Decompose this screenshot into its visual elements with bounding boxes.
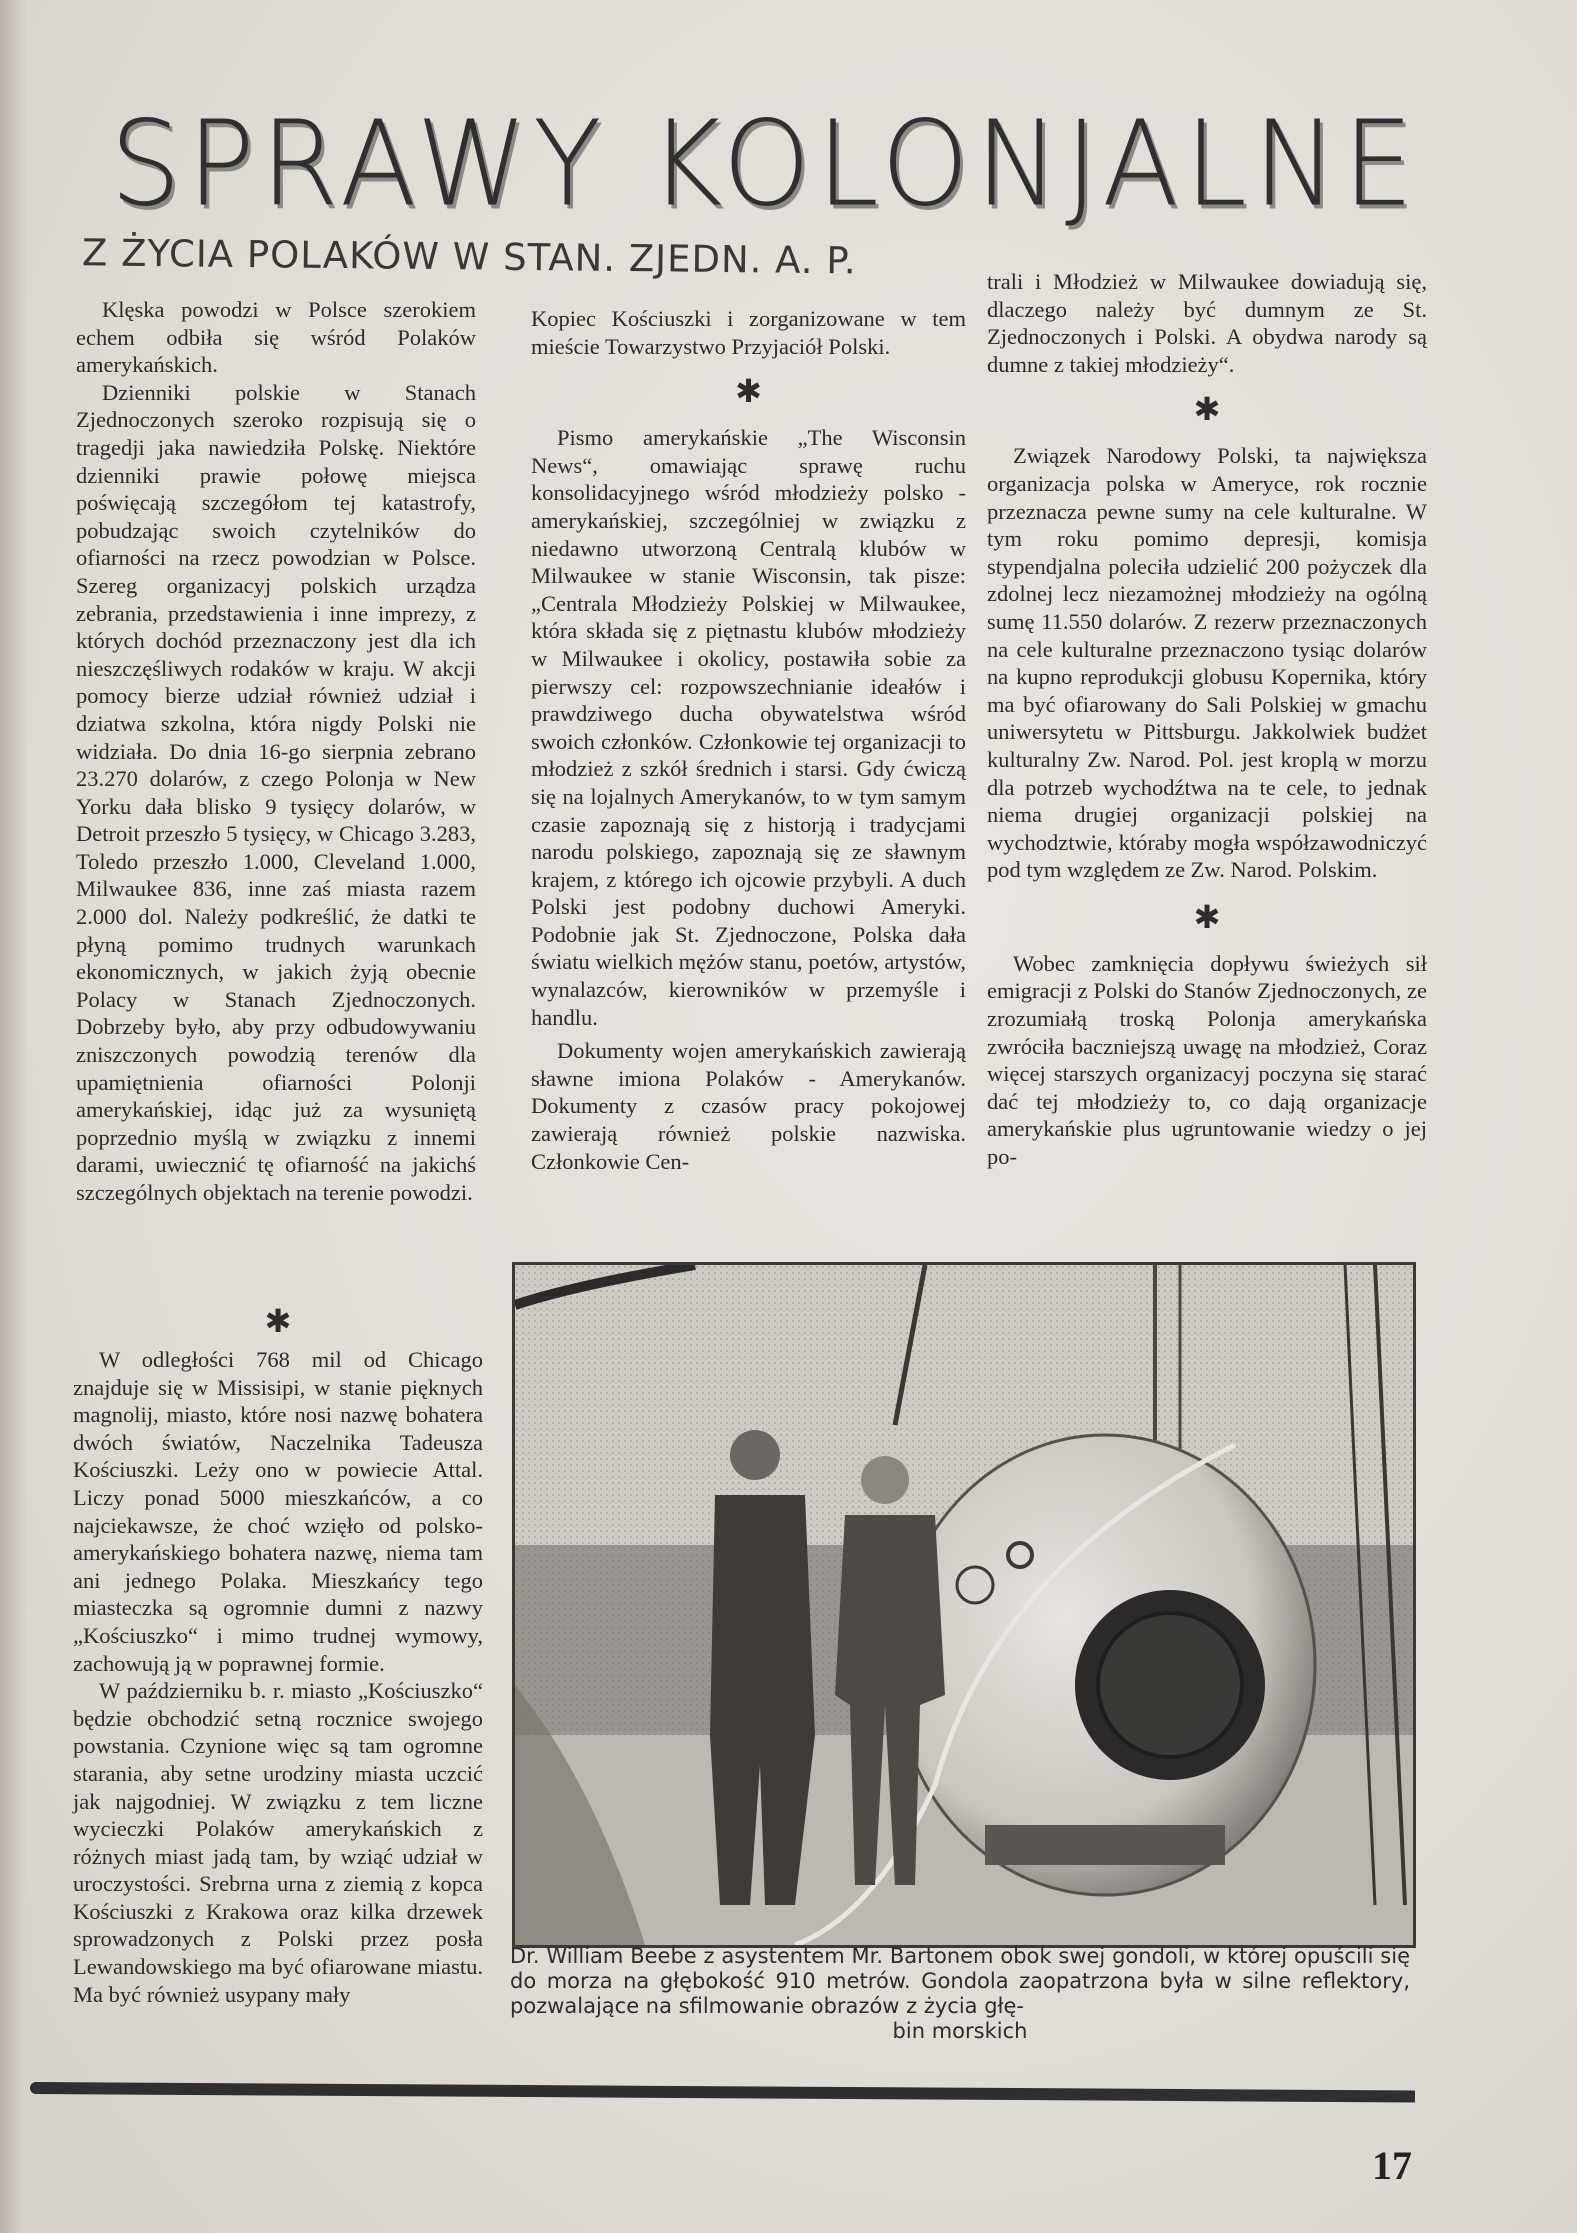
star-separator-icon: ✱ xyxy=(735,373,762,410)
page-number: 17 xyxy=(1372,2143,1412,2188)
paragraph: W odległości 768 mil od Chicago znajduje się w Missisipi, w stanie pięknych magnolij, miasto, które nosi nazwę bohatera dwóch światów, Naczelnika Tadeusza Kościuszki. Leży ono w powiecie Attal. Liczy ponad 5000 mieszkańców, a co najciekawsze, że choć wzięło od polsko-amerykańskiego bohatera nazwę, niema tam ani jednego Polaka. Mieszkańcy tego miasteczka są ogromnie dumni z nazwy „Kościuszko“ i mimo trudnej wymowy, zachowują ją w poprawnej formie. xyxy=(73,1347,483,1676)
paragraph: Wobec zamknięcia dopływu świeżych sił emigracji z Polski do Stanów Zjednoczonych, ze zrozumiałą troską Polonja amerykańska zwróciła baczniejszą uwagę na młodzież, Coraz więcej starszych organizacyj poczyna się starać dać tej młodzieży to, co dają organizacje amerykańskie plus ugruntowanie wiedzy o jej po- xyxy=(987,950,1427,1170)
footer-rule xyxy=(30,2082,1415,2102)
photo-caption xyxy=(510,1944,1410,2044)
page-edge-shadow xyxy=(0,0,26,2233)
caption-text-end: bin morskich xyxy=(892,2019,1028,2043)
masthead-title: SPRAWY KOLONJALNE xyxy=(110,96,1420,233)
paragraph: Pismo amerykańskie „The Wisconsin News“, omawiając sprawę ruchu konsolidacyjnego wśród młodzieży polsko - amerykańskiej, szczególniej w związku z niedawno utworzoną Centralą klubów w Milwaukee w stanie Wisconsin, tak pisze: „Centrala Młodzieży Polskiej w Milwaukee, która składa się z piętnastu klubów młodzieży w Milwaukee i okolicy, postawiła sobie za pierwszy cel: rozpowszechnianie ideałów i prawdziwego ducha obywatelstwa wśród swoich członków. Członkowie tej organizacji to młodzież z szkół średnich i starsi. Gdy ćwiczą się na lojalnych Amerykanów, to w tym samym czasie zapoznają się z historją i tradycjami narodu polskiego, zapoznają się ze sławnym krajem, z którego ich ojcowie przybyli. A duch Polski jest podobny duchowi Ameryki. Podobnie jak St. Zjednoczone, Polska dała światu wielkich mężów stanu, poetów, artystów, wynalazców, kierowników w przemyśle i handlu. xyxy=(531,425,966,1030)
paragraph: Związek Narodowy Polski, ta największa organizacja polska w Ameryce, rok rocznie przeznacza pewne sumy na cele kulturalne. W tym roku pomimo depresji, komisja stypendjalna poleciła udzielić 200 pożyczek dla zdolnej lecz niezamożnej młodzieży na ogólną sumę 11.550 dolarów. Z rezerw przeznaczonych na cele kulturalne przeznaczono tysiąc dolarów na kupno reprodukcji globusu Kopernika, który ma być ofiarowany do Sali Polskiej w gmachu uniwersytetu w Pittsburgu. Jakkolwiek budżet kulturalny Zw. Narod. Pol. jest kroplą w morzu dla potrzeb wychodźtwa na te cele, to jednak niema drugiej organizacji polskiej na wychodztwie, któraby mogła współzawodniczyć pod tym względem ze Zw. Narod. Polskim. xyxy=(987,443,1427,883)
caption-text: Dr. William Beebe z asystentem Mr. Bartonem obok swej gondoli, w której opuścili się do morza na głębokość 910 metrów. Gondola zaopatrzona była w silne reflektory, pozwalające na sfilmowanie obrazów z życia głę- xyxy=(510,1944,1410,2018)
paragraph: Dzienniki polskie w Stanach Zjednoczonych szeroko rozpisują się o tragedji jaka nawiedziła Polskę. Niektóre dzienniki prawie połowę miejsca poświęcają szczegółom tej katastrofy, pobudzając swoich czytelników do ofiarności na rzecz powodzian w Polsce. Szereg organizacyj polskich urządza zebrania, przedstawienia i inne imprezy, z których dochód przeznaczony jest dla ich nieszczęśliwych rodaków w kraju. W akcji pomocy bierze udział również udział i dziatwa szkolna, która nigdy Polski nie widziała. Do dnia 16-go sierpnia zebrano 23.270 dolarów, z czego Polonja w New Yorku dała blisko 9 tysięcy dolarów, w Detroit przeszło 5 tysięcy, w Chicago 3.283, Toledo przeszło 1.000, Cleveland 1.000, Milwaukee 836, inne zaś miasta razem 2.000 dol. Należy podkreślić, że datki te płyną pomimo trudnych warunkach ekonomicznych, w jakich żyją obecnie Polacy w Stanach Zjednoczonych. Dobrzeby było, aby przy odbudowywaniu zniszczonych powodzią terenów dla upamiętnienia ofiarności Polonji amerykańskiej, idąc już za wysuniętą poprzednio myślą w związku z innemi darami, uwiecznić tę ofiarność na jakichś szczególnych objektach na terenie powodzi. xyxy=(76,379,476,1205)
section-subtitle: Z ŻYCIA POLAKÓW W STAN. ZJEDN. A. P. xyxy=(81,231,857,283)
star-separator-icon: ✱ xyxy=(264,1303,292,1339)
paragraph: trali i Młodzież w Milwaukee dowiadują się, dlaczego należy być dumnym ze St. Zjednoczonych i Polski. A obydwa narody są dumne z takiej młodzieży“. xyxy=(987,269,1427,377)
paragraph: W październiku b. r. miasto „Kościuszko“ będzie obchodzić setną rocznice swojego powstania. Czynione więc są tam ogromne starania, aby setne urodziny miasta uczcić jak najgodniej. W związku z tem liczne wycieczki Polaków amerykańskich z różnych miast jadą tam, by wziąć udział w uroczystości. Srebrna urna z ziemią z kopca Kościuszki z Krakowa oraz kilka drzewek sprowadzonych z Polski przez posła Lewandowskiego ma być ofiarowane miastu. Ma być również usypany mały xyxy=(73,1678,483,2007)
photo-illustration xyxy=(515,1265,1413,1945)
photo-bathysphere xyxy=(512,1262,1416,1948)
paragraph: Dokumenty wojen amerykańskich zawierają sławne imiona Polaków - Amerykanów. Dokumenty z czasów pracy pokojowej zawierają również polskie nazwiska. Członkowie Cen- xyxy=(531,1038,966,1174)
star-separator-icon: ✱ xyxy=(1193,391,1221,428)
column-1-lower xyxy=(73,1298,483,2008)
paragraph: Klęska powodzi w Polsce szerokiem echem odbiła się wśród Polaków amerykańskich. xyxy=(76,297,476,378)
paragraph: Kopiec Kościuszki i zorganizowane w tem mieście Towarzystwo Przyjaciół Polski. xyxy=(531,306,966,359)
column-2 xyxy=(531,305,966,1175)
star-separator-icon: ✱ xyxy=(1193,898,1221,935)
column-3 xyxy=(987,268,1427,1171)
column-1 xyxy=(76,296,476,1207)
